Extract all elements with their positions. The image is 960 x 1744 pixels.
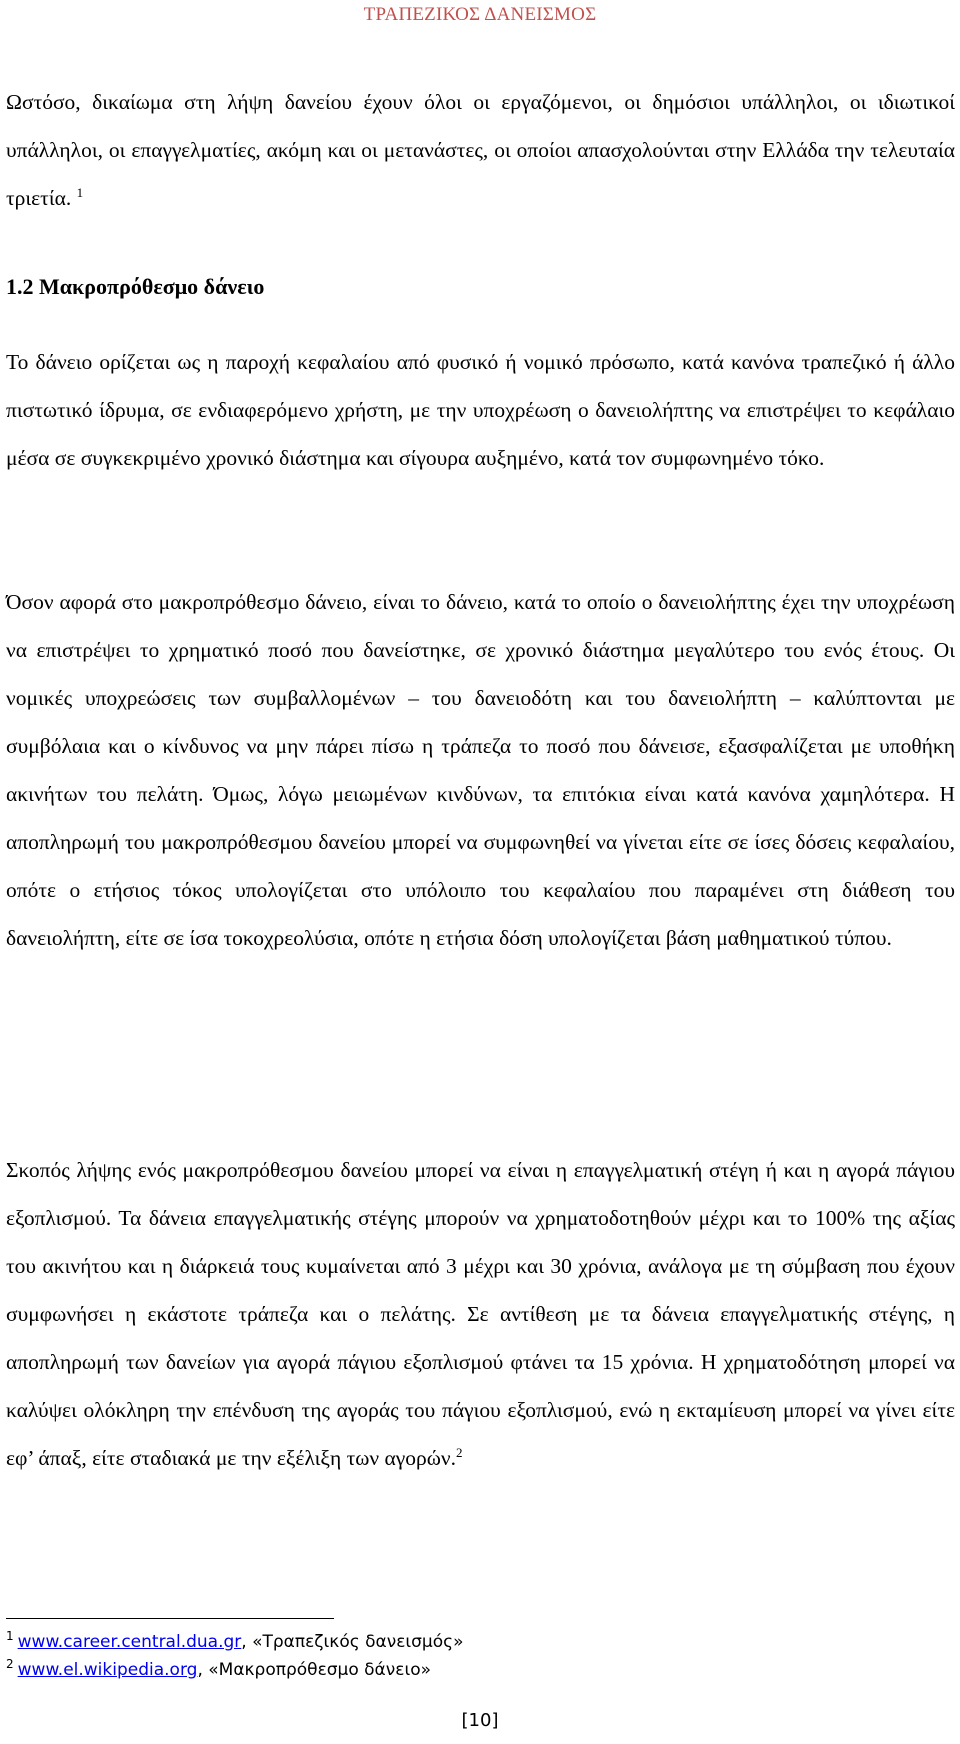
footnote-number: 2 [6, 1657, 14, 1672]
paragraph-text: Σκοπός λήψης ενός μακροπρόθεσμου δανείου μπορεί να είναι η επαγγελματική στέγη ή και η αγορά πάγιου εξοπλισμού. Τα δάνεια επαγγελματικής στέγης μπορούν να χρηματοδοτηθούν μέχρι και το 100% της αξίας του ακινήτου και η διάρκειά τους κυμαίνεται από 3 μέχρι και 30 χρόνια, ανάλογα με τη σύμβαση που έχουν συμφωνήσει η εκάστοτε τράπεζα και ο πελάτης. Σε αντίθεση με τα δάνεια επαγγελματικής στέγης, η αποπληρωμή των δανείων για αγορά πάγιου εξοπλισμού φτάνει τα 15 χρόνια. Η χρηματοδότηση μπορεί να καλύψει ολόκληρη την επένδυση της αγοράς του πάγιου εξοπλισμού, ενώ η εκταμίευση μπορεί να γίνει είτε εφ’ άπαξ, είτε σταδιακά με την εξέλιξη των αγορών. [6, 1158, 955, 1470]
footnote-text: , «Τραπεζικός δανεισμός» [241, 1632, 464, 1652]
section-heading: 1.2 Μακροπρόθεσμο δάνειο [6, 274, 265, 299]
footnote-separator [6, 1618, 334, 1619]
footnote-number: 1 [6, 1629, 14, 1644]
footnote-link[interactable]: www.career.central.dua.gr [17, 1632, 242, 1652]
footnote-ref[interactable]: 2 [456, 1444, 463, 1460]
page-number: [10] [461, 1710, 499, 1731]
paragraph-loan-purpose [6, 1146, 955, 1482]
paragraph-text: Ωστόσο, δικαίωμα στη λήψη δανείου έχουν όλοι οι εργαζόμενοι, οι δημόσιοι υπάλληλοι, οι ιδιωτικοί υπάλληλοι, οι επαγγελματίες, ακόμη και οι μετανάστες, οι οποίοι απασχολούνται στην Ελλάδα την τελευταία τριετία. [6, 90, 955, 210]
paragraph-eligibility [6, 78, 955, 222]
footnotes [6, 1628, 464, 1684]
paragraph-definition: Το δάνειο ορίζεται ως η παροχή κεφαλαίου από φυσικό ή νομικό πρόσωπο, κατά κανόνα τραπεζικό ή άλλο πιστωτικό ίδρυμα, σε ενδιαφερόμενο χρήστη, με την υποχρέωση ο δανειολήπτης να επιστρέψει το κεφάλαιο μέσα σε συγκεκριμένο χρονικό διάστημα και σίγουρα αυξημένο, κατά τον συμφωνημένο τόκο. [6, 350, 955, 470]
footnote-item [6, 1656, 464, 1684]
paragraph-long-term-loan: Όσον αφορά στο μακροπρόθεσμο δάνειο, είναι το δάνειο, κατά το οποίο ο δανειολήπτης έχει την υποχρέωση να επιστρέψει το χρηματικό ποσό που δανείστηκε, σε χρονικό διάστημα μεγαλύτερο του ενός έτους. Οι νομικές υποχρεώσεις των συμβαλλομένων – του δανειοδότη και του δανειολήπτη – καλύπτονται με συμβόλαια και ο κίνδυνος να μην πάρει πίσω η τράπεζα το ποσό που δάνεισε, εξασφαλίζεται με υποθήκη ακινήτων του πελάτη. Όμως, λόγω μειωμένων κινδύνων, τα επιτόκια είναι κατά κανόνα χαμηλότερα. Η αποπληρωμή του μακροπρόθεσμου δανείου μπορεί να συμφωνηθεί να γίνεται είτε σε ίσες δόσεις κεφαλαίου, οπότε ο ετήσιος τόκος υπολογίζεται στο υπόλοιπο του κεφαλαίου που παραμένει στη διάθεση του δανειολήπτη, είτε σε ίσα τοκοχρεολύσια, οπότε η ετήσια δόση υπολογίζεται βάση μαθηματικού τύπου. [6, 590, 955, 950]
running-header: ΤΡΑΠΕΖΙΚΟΣ ΔΑΝΕΙΣΜΟΣ [363, 4, 597, 25]
footnote-text: , «Μακροπρόθεσμο δάνειο» [197, 1660, 432, 1680]
footnote-ref[interactable]: 1 [76, 184, 84, 200]
footnote-item [6, 1628, 464, 1656]
footnote-link[interactable]: www.el.wikipedia.org [17, 1660, 198, 1680]
